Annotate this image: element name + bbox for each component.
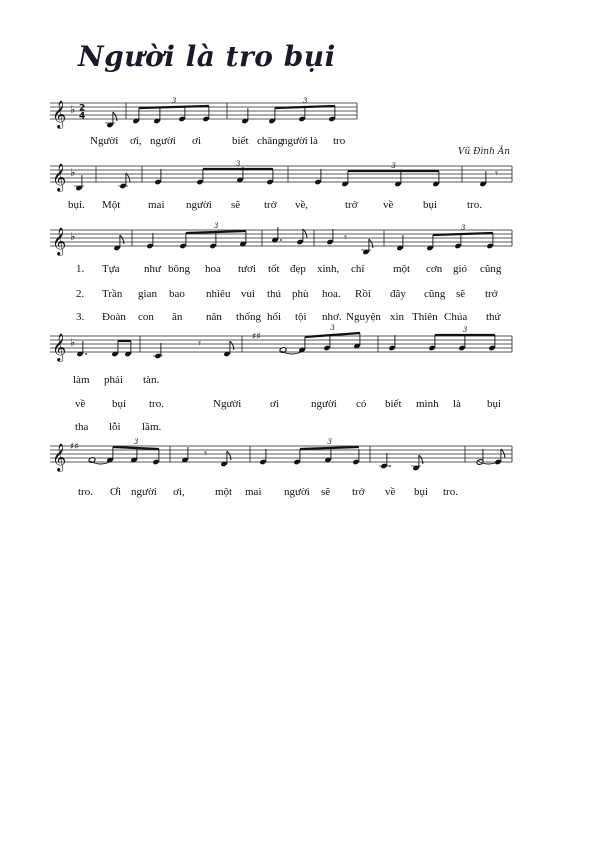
lyric-word: trở [345,199,358,211]
key-flat-icon: ♭ [70,103,76,116]
note-flag [303,229,307,238]
lyric-word: tro. [443,486,458,498]
lyric-word: về [75,398,86,410]
staff-system-3 [0,222,600,262]
triplet-label: 3 [235,160,241,168]
staff-system-4 [0,324,600,368]
note-flag [120,235,124,244]
lyric-word: bụi [423,199,438,211]
note-flag [113,112,117,121]
lyric-word: bụi. [68,199,85,211]
lyric-word: biết [232,135,249,147]
note-beam [433,233,493,235]
lyric-word: lỗi [109,421,121,433]
lyric-word: 2. [76,288,85,300]
lyric-word: con [138,311,154,323]
lyric-word: tàn. [143,374,160,386]
lyric-word: trở [264,199,277,211]
staff-system-1 [0,95,600,135]
staff-system-5 [0,438,600,478]
lyric-word: phải [104,374,123,386]
treble-clef-icon: 𝄞 [52,100,67,128]
eighth-rest-icon: 𝄾 [204,447,207,460]
triplet-label: 3 [133,438,139,446]
lyric-word: cũng [480,263,502,275]
note-flag [126,173,130,182]
triplet-label: 3 [460,224,466,232]
triplet-label: 3 [327,438,332,446]
lyric-word: xinh, [317,263,340,275]
lyric-word: đẹp [290,263,306,275]
lyric-word: năn [206,311,222,323]
lyric-word: Rồi [355,288,371,300]
lyric-word: hối [267,311,282,323]
triplet-label: 3 [330,324,335,332]
lyric-word: là [453,398,461,410]
treble-clef-icon: 𝄞 [52,333,67,361]
lyric-word: tội [295,311,307,323]
note-flag [230,341,234,350]
lyric-word: Nguyện [346,311,381,323]
lyric-word: bao [169,288,185,300]
note-dot [85,353,87,355]
lyric-word: đây [390,288,406,300]
lyric-word: tha [75,421,89,433]
note-dot [389,465,391,467]
lyric-word: người [186,199,212,211]
lyric-word: Một [102,199,121,211]
lyric-word: mai [148,199,165,211]
lyric-word: mai [245,486,262,498]
lyric-word: hoa [205,263,221,275]
time-signature-bottom: 4 [79,111,86,122]
lyric-word: bụi [112,398,127,410]
lyric-word: ăn [172,311,183,323]
lyric-word: người [131,486,157,498]
composer-name: Vũ Đình Ân [458,147,511,157]
lyric-word: làm [73,374,90,386]
lyric-word: ơi, [173,486,185,498]
lyric-word: thứ [486,311,501,323]
lyric-word: tươi [238,263,256,275]
lyric-word: chăng [257,135,284,147]
lyric-word: nhiêu [206,288,231,300]
lyric-word: tốt [268,263,280,275]
lyric-word: bông [168,263,190,275]
lyric-word: thống [236,311,262,323]
note-beam [139,106,209,108]
lyric-word: Ơi [110,486,121,498]
lyric-word: tro. [78,486,93,498]
lyric-word: người [311,398,337,410]
key-flat-icon: ♭ [70,230,76,243]
lyric-word: cũng [424,288,446,300]
lyric-word: 3. [76,311,85,323]
lyric-word: phù [292,288,309,300]
triplet-label: 3 [391,162,396,170]
lyric-word: bụi [487,398,502,410]
note-beam [113,447,159,449]
lyric-word: về, [295,199,309,211]
lyric-word: tro. [149,398,164,410]
note-beam [300,447,359,449]
lyric-word: Đoàn [102,311,126,323]
eighth-rest-icon: 𝄾 [495,167,498,180]
treble-clef-icon: 𝄞 [52,163,67,191]
triplet-label: 3 [213,222,219,230]
lyric-word: 1. [76,263,85,275]
key-flat-icon: ♭ [70,336,76,349]
lyric-word: người [282,135,308,147]
note-beam [186,231,246,233]
lyric-word: gió [453,263,468,275]
key-flat-icon: ♭ [70,166,76,179]
lyric-word: thú [267,288,282,300]
note-beam [305,333,360,337]
note-flag [419,455,423,464]
treble-clef-icon: 𝄞 [52,443,67,471]
triplet-label: 3 [462,326,468,334]
lyric-word: có [356,398,367,410]
lyric-word: người [284,486,310,498]
lyric-word: Chúa [444,311,468,323]
treble-clef-icon: 𝄞 [52,227,67,255]
lyric-word: chỉ [351,263,365,275]
lyric-word: Thiên [412,311,438,323]
lyric-word: sẽ [456,288,466,300]
lyric-word: sẽ [231,199,241,211]
lyric-word: xin [390,311,405,323]
note-dot [280,239,282,241]
lyric-word: Người [213,398,242,410]
lyric-word: ơi, [130,135,142,147]
lyric-word: ơi [270,398,279,410]
lyric-word: ơi [192,135,201,147]
staff-system-2 [0,158,600,198]
lyric-word: trở [485,288,498,300]
lyric-word: là [310,135,318,147]
lyric-word: bụi [414,486,429,498]
note-beam [275,106,335,108]
lyric-word: hoa. [322,288,341,300]
lyric-word: Tựa [102,263,120,275]
lyric-word: một [215,486,233,498]
time-signature-top: 2 [79,103,86,114]
lyric-word: trở [352,486,365,498]
triplet-label: 3 [171,97,177,105]
lyric-word: vui [241,288,256,300]
note-flag [501,449,505,458]
lyric-word: tro. [467,199,482,211]
note-flag [227,451,231,460]
eighth-rest-icon: 𝄾 [344,231,347,244]
key-sharp-icon: ♯♯ [252,332,261,342]
lyric-word: tro [333,135,346,147]
lyric-word: Trần [102,288,123,300]
lyric-word: biết [385,398,402,410]
lyric-word: Người [90,135,119,147]
lyric-word: cơn [426,263,443,275]
lyric-word: lầm. [142,421,162,433]
song-title: Người là tro bụi [78,40,336,73]
note-flag [369,239,373,248]
lyric-word: mình [416,398,439,410]
key-sharp-icon: ♯♯ [70,442,79,452]
lyric-word: như [144,263,161,275]
lyric-word: người [150,135,176,147]
lyric-word: về [383,199,394,211]
eighth-rest-icon: 𝄾 [198,337,201,350]
lyric-word: nhơ. [322,311,342,323]
triplet-label: 3 [302,97,308,105]
lyric-word: một [393,263,411,275]
lyric-word: sẽ [321,486,331,498]
lyric-word: về [385,486,396,498]
lyric-word: gian [138,288,157,300]
